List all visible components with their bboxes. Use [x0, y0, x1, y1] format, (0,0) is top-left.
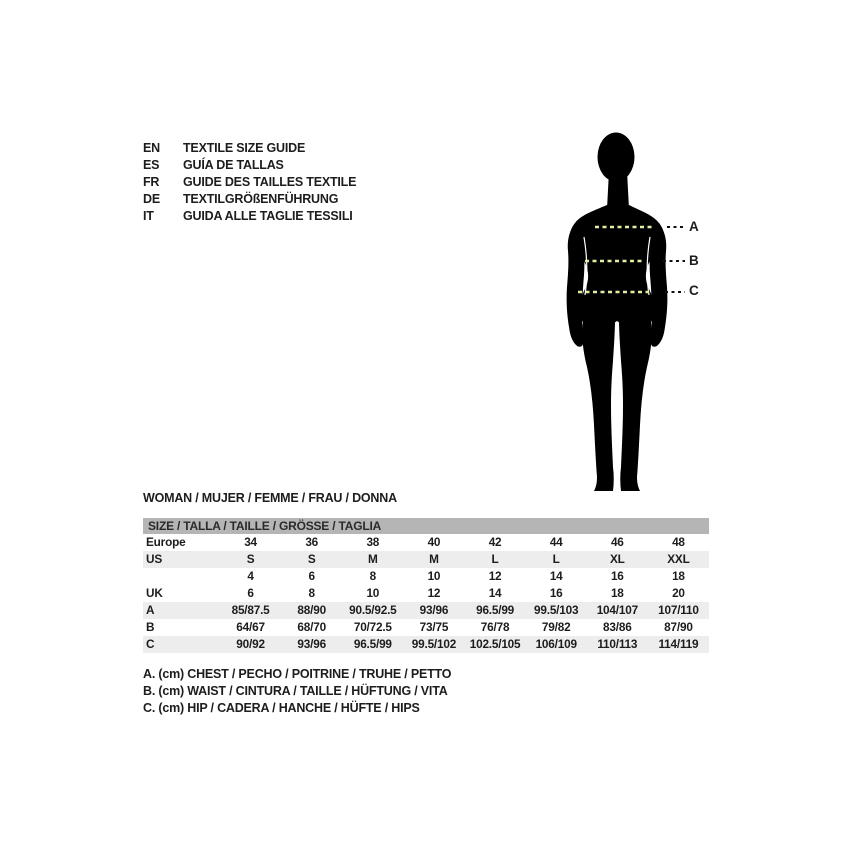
row-label: A — [146, 603, 155, 617]
size-cell: 70/72.5 — [353, 620, 392, 634]
table-row-europe — [143, 534, 709, 551]
size-cell: 110/113 — [597, 637, 638, 651]
table-row-us — [143, 551, 709, 568]
size-cell: 46 — [610, 535, 624, 549]
size-cell: 4 — [247, 569, 254, 583]
size-cell: 106/109 — [535, 637, 577, 651]
size-cell: 40 — [427, 535, 441, 549]
row-label: US — [146, 552, 162, 566]
size-cell: 12 — [488, 569, 502, 583]
size-cell: 16 — [610, 569, 624, 583]
size-cell: L — [491, 552, 499, 566]
table-row-uk — [143, 585, 709, 602]
size-cell: L — [552, 552, 560, 566]
woman-silhouette — [567, 133, 668, 492]
size-cell: 93/96 — [419, 603, 449, 617]
size-cell: 79/82 — [541, 620, 571, 634]
legend-line-waist: B. (cm) WAIST / CINTURA / TAILLE / HÜFTUNG / VITA — [143, 684, 448, 698]
row-label: Europe — [146, 535, 186, 549]
size-cell: M — [429, 552, 439, 566]
row-label: UK — [146, 586, 163, 600]
size-cell: 102.5/105 — [469, 637, 521, 651]
size-cell: XXL — [667, 552, 690, 566]
size-cell: 36 — [305, 535, 319, 549]
measure-label-a: A — [689, 219, 699, 234]
size-cell: 6 — [308, 569, 315, 583]
size-cell: 18 — [610, 586, 624, 600]
size-cell: 90.5/92.5 — [349, 603, 397, 617]
table-row-chest-a — [143, 602, 709, 619]
language-row — [143, 174, 356, 191]
size-cell: XL — [609, 552, 625, 566]
language-row — [143, 208, 356, 225]
size-cell: 85/87.5 — [231, 603, 270, 617]
measurement-legend — [143, 666, 451, 717]
size-cell: 38 — [366, 535, 380, 549]
table-row-waist-b — [143, 619, 709, 636]
language-code: EN — [143, 141, 160, 155]
language-title: GUÍA DE TALLAS — [183, 158, 284, 172]
gender-heading: WOMAN / MUJER / FEMME / FRAU / DONNA — [143, 491, 397, 505]
size-cell: 34 — [244, 535, 257, 549]
size-cell: 83/86 — [603, 620, 632, 634]
legend-line-chest: A. (cm) CHEST / PECHO / POITRINE / TRUHE / PETTO — [143, 667, 452, 681]
language-code: ES — [143, 158, 160, 172]
language-title: GUIDE DES TAILLES TEXTILE — [183, 175, 357, 189]
size-cell: 18 — [672, 569, 685, 583]
size-cell: 16 — [549, 586, 563, 600]
language-code: IT — [143, 209, 154, 223]
language-row — [143, 140, 356, 157]
size-cell: 99.5/102 — [411, 637, 457, 651]
size-cell: 14 — [549, 569, 563, 583]
size-table — [143, 518, 709, 653]
size-cell: 14 — [488, 586, 502, 600]
size-cell: 104/107 — [596, 603, 638, 617]
table-row-us-numeric — [143, 568, 709, 585]
size-cell: 42 — [488, 535, 502, 549]
legend-line-hip: C. (cm) HIP / CADERA / HANCHE / HÜFTE / HIPS — [143, 701, 420, 715]
measure-label-b: B — [689, 253, 699, 268]
size-cell: 96.5/99 — [353, 637, 392, 651]
size-cell: 93/96 — [297, 637, 326, 651]
size-cell: 87/90 — [664, 620, 693, 634]
size-cell: 96.5/99 — [476, 603, 515, 617]
size-cell: 8 — [369, 569, 376, 583]
size-cell: 12 — [427, 586, 441, 600]
size-cell: 68/70 — [297, 620, 326, 634]
measure-label-c: C — [689, 283, 699, 298]
size-table-header: SIZE / TALLA / TAILLE / GRÖSSE / TAGLIA — [143, 518, 709, 534]
size-cell: 73/75 — [419, 620, 449, 634]
size-cell: S — [307, 552, 316, 566]
row-label: C — [146, 637, 155, 651]
size-cell: 88/90 — [297, 603, 326, 617]
size-cell: 107/110 — [658, 603, 699, 617]
woman-silhouette-diagram — [535, 125, 720, 495]
language-code: FR — [143, 175, 160, 189]
size-cell: S — [246, 552, 255, 566]
size-cell: 48 — [672, 535, 685, 549]
size-cell: M — [367, 552, 378, 566]
language-guide — [143, 140, 356, 225]
language-code: DE — [143, 192, 160, 206]
language-title: TEXTILE SIZE GUIDE — [183, 141, 306, 155]
size-cell: 6 — [247, 586, 254, 600]
row-label: B — [146, 620, 155, 634]
size-cell: 20 — [672, 586, 685, 600]
size-cell: 64/67 — [236, 620, 265, 634]
language-title: TEXTILGRÖßENFÜHRUNG — [183, 192, 339, 206]
table-row-hip-c — [143, 636, 709, 653]
size-cell: 44 — [549, 535, 563, 549]
size-cell: 10 — [366, 586, 380, 600]
language-row — [143, 157, 356, 174]
size-cell: 8 — [308, 586, 315, 600]
language-row — [143, 191, 356, 208]
size-cell: 99.5/103 — [534, 603, 579, 617]
row-label — [143, 568, 220, 585]
size-cell: 10 — [427, 569, 441, 583]
language-title: GUIDA ALLE TAGLIE TESSILI — [183, 209, 353, 223]
size-cell: 76/78 — [480, 620, 510, 634]
size-cell: 114/119 — [658, 637, 699, 651]
size-cell: 90/92 — [236, 637, 265, 651]
